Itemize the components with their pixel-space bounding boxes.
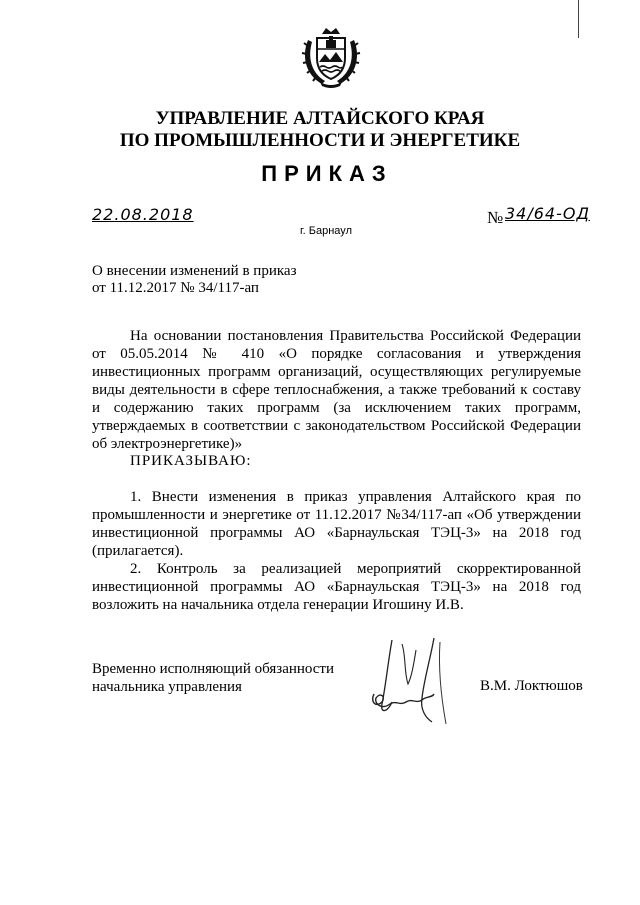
- page-edge-line: [578, 0, 579, 38]
- order-item-1: 1. Внести изменения в приказ управления Алтайского края по промышленности и энергетике от 11.12.2017 №34/117-ап «Об утверждении инвестиционной программы АО «Барнаульская ТЭЦ-3» на 2018 год (прилагается).: [92, 489, 581, 559]
- order-word: ПРИКАЗЫВАЮ:: [130, 453, 252, 469]
- basis-paragraph-block: [92, 327, 581, 453]
- signatory-position-line2: начальника управления: [92, 679, 242, 695]
- organization-name-line1: УПРАВЛЕНИЕ АЛТАЙСКОГО КРАЯ: [155, 108, 485, 129]
- city: г. Барнаул: [300, 225, 352, 237]
- order-subject-line1: О внесении изменений в приказ: [92, 263, 297, 279]
- coat-of-arms-icon: [298, 22, 364, 90]
- order-subject-line2: от 11.12.2017 № 34/117-ап: [92, 280, 259, 296]
- document-type-title: ПРИКАЗ: [261, 161, 393, 186]
- order-item-2: 2. Контроль за реализацией мероприятий скорректированной инвестиционной программы АО «Барнаульская ТЭЦ-3» на 2018 год возложить на начальника отдела генерации Игошину И.В.: [92, 561, 581, 613]
- order-number-sign: №: [487, 208, 504, 227]
- signatory-position-line1: Временно исполняющий обязанности: [92, 661, 335, 677]
- order-date: 22.08.2018: [92, 205, 194, 224]
- signatory-position: [92, 660, 352, 696]
- order-number: 34/64-ОД: [505, 204, 590, 223]
- organization-name-line2: ПО ПРОМЫШЛЕННОСТИ И ЭНЕРГЕТИКЕ: [119, 130, 521, 151]
- organization-name: [0, 108, 640, 152]
- order-subject: [92, 263, 392, 297]
- signatory-name: В.М. Локтюшов: [480, 678, 583, 694]
- signature-icon: [362, 632, 452, 728]
- basis-paragraph: На основании постановления Правительства Российской Федерации от 05.05.2014 № 410 «О порядке согласования и утверждения инвестиционных программ организаций, осуществляющих регулируемые виды деятельности в сфере теплоснабжения, а также требований к составу и содержанию таких программ (за исключением таких программ, утверждаемых в соответствии с законодательством Российской Федерации об электроэнергетике)»: [92, 328, 581, 452]
- order-items: [92, 488, 581, 614]
